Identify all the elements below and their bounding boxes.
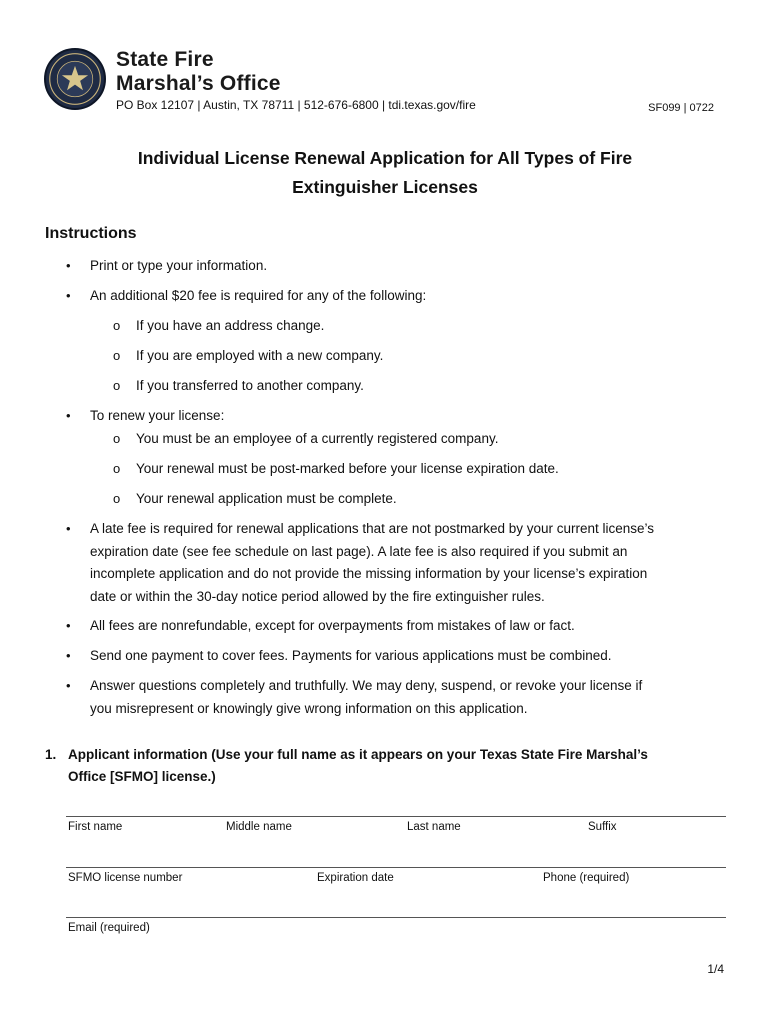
phone-field[interactable]: Phone (required) (543, 872, 630, 884)
sub-instruction-text: If you have an address change. (136, 318, 325, 333)
contact-info: PO Box 12107 | Austin, TX 78711 | 512-676-6800 | tdi.texas.gov/fire (116, 98, 476, 112)
text-line: you misrepresent or knowingly give wrong information on this application. (90, 700, 528, 716)
section-heading-line1: Applicant information (Use your full name as it appears on your Texas State Fire Marshal’s (68, 747, 648, 762)
instruction-text (90, 518, 730, 608)
text-line: date or within the 30-day notice period allowed by the fire extinguisher rules. (90, 588, 545, 604)
page-number: 1/4 (707, 962, 724, 976)
state-fire-marshal-seal (44, 48, 106, 110)
bullet: • (66, 521, 71, 536)
bullet: • (66, 288, 71, 303)
sub-bullet: o (113, 348, 121, 363)
sub-instruction-text: Your renewal application must be complete. (136, 491, 397, 506)
instruction-text: An additional $20 fee is required for any of the following: (90, 288, 427, 303)
field-divider (66, 917, 726, 918)
sub-instruction-text: If you are employed with a new company. (136, 348, 384, 363)
section-heading-line2: Office [SFMO] license.) (68, 769, 216, 784)
sub-instruction-text: If you transferred to another company. (136, 378, 364, 393)
title-line1: Individual License Renewal Application for All Types of Fire (137, 148, 633, 168)
sub-instruction-text: You must be an employee of a currently registered company. (136, 431, 499, 446)
last-name-field[interactable]: Last name (407, 821, 461, 833)
text-line: expiration date (see fee schedule on last page). A late fee is also required if you submit an (90, 543, 628, 559)
instruction-text (90, 675, 730, 720)
sfmo-license-number-field[interactable]: SFMO license number (68, 872, 183, 884)
sub-instruction-text: Your renewal must be post-marked before your license expiration date. (136, 461, 559, 476)
sub-bullet: o (113, 431, 121, 446)
org-name-line2: Marshal’s Office (116, 72, 281, 95)
field-divider (66, 867, 726, 868)
suffix-field[interactable]: Suffix (588, 821, 617, 833)
section-number: 1. (45, 747, 57, 762)
instructions-heading: Instructions (45, 225, 137, 242)
instruction-text: Send one payment to cover fees. Payments for various applications must be combined. (90, 648, 612, 663)
sub-bullet: o (113, 461, 121, 476)
document-title (70, 144, 700, 202)
instruction-text: To renew your license: (90, 408, 225, 423)
instruction-text: All fees are nonrefundable, except for overpayments from mistakes of law or fact. (90, 618, 575, 633)
text-line: incomplete application and do not provide the missing information by your license’s expiration (90, 566, 648, 581)
field-divider (66, 816, 726, 817)
sub-bullet: o (113, 378, 121, 393)
email-field[interactable]: Email (required) (68, 922, 150, 934)
star-seal-icon (46, 50, 104, 108)
title-line2: Extinguisher Licenses (292, 177, 478, 197)
text-line: Answer questions completely and truthfully. We may deny, suspend, or revoke your license if (90, 678, 643, 693)
org-name-line1: State Fire (116, 48, 214, 71)
sub-bullet: o (113, 318, 121, 333)
expiration-date-field[interactable]: Expiration date (317, 872, 394, 884)
middle-name-field[interactable]: Middle name (226, 821, 292, 833)
sub-bullet: o (113, 491, 121, 506)
instruction-text: Print or type your information. (90, 258, 268, 273)
bullet: • (66, 408, 71, 423)
bullet: • (66, 258, 71, 273)
bullet: • (66, 648, 71, 663)
form-code: SF099 | 0722 (648, 102, 714, 114)
bullet: • (66, 678, 71, 693)
first-name-field[interactable]: First name (68, 821, 123, 833)
text-line: A late fee is required for renewal applications that are not postmarked by your current license’s (90, 521, 655, 536)
bullet: • (66, 618, 71, 633)
